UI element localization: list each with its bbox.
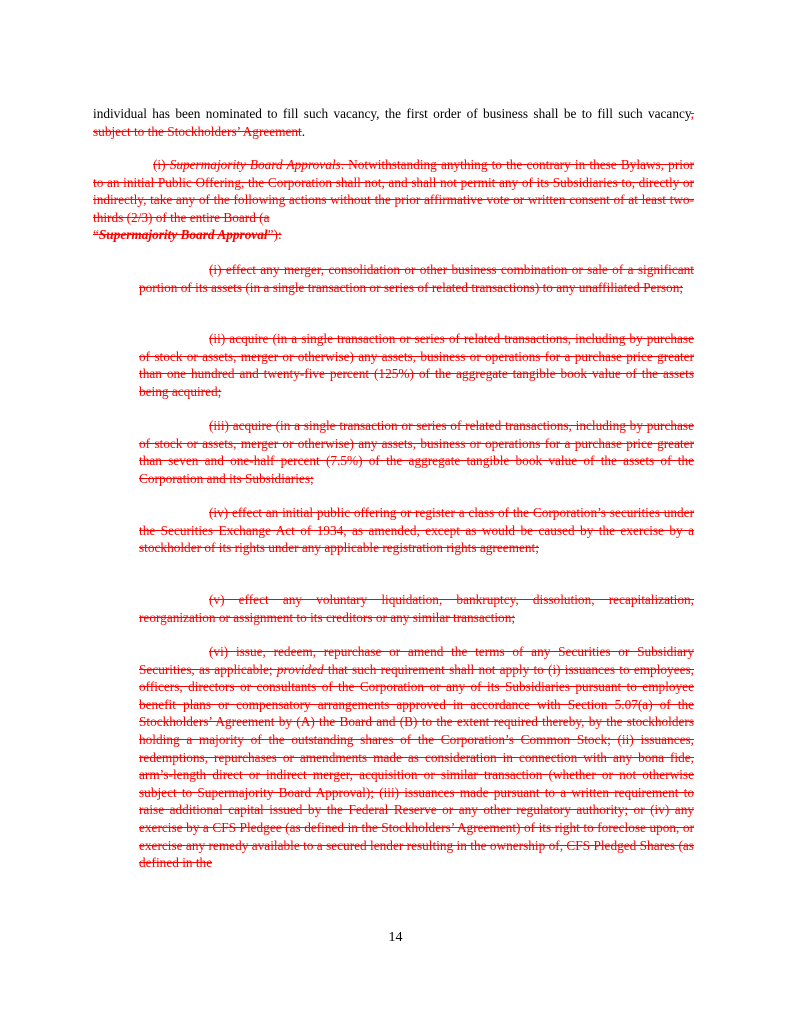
- paragraph-vacancy: [93, 105, 694, 140]
- list-item-text: (iv) effect an initial public offering or register a class of the Corporation’s securities under the Securities Exchange Act of 1934, as amended, except as would be caused by the exercise by a stockholder of its rights under any applicable registration rights agreement;: [139, 505, 694, 556]
- list-item-iii: [139, 417, 694, 487]
- section-body-end: ):: [273, 227, 282, 243]
- list-item-text-cont: that such requirement shall not apply to (i) issuances to employees, officers, directors or consultants of the Corporation or any of its Subsidiaries pursuant to employee benefit plans or compensatory arrangements approved in accordance with Section 5.07(a) of the Stockholders’ Agreement by (A) the Board and (B) to the extent required thereby, by the stockholders holding a majority of the outstanding shares of the Corporation’s Common Stock; (ii) issuances, redemptions, repurchases or amendments made as consideration in connection with any bona fide, arm’s-length direct or indirect merger, acquisition or similar transaction (whether or not otherwise subject to Supermajority Board Approval); (iii) issuances made pursuant to a written requirement to raise additional capital issued by the Federal Reserve or any other regulatory authority; or (iv) any exercise by a CFS Pledgee (as defined in the Stockholders’ Agreement) of its right to foreclose upon, or exercise any remedy available to a secured lender resulting in the ownership of, CFS Pledged Shares (as defined in the: [139, 661, 695, 871]
- paragraph-supermajority: [93, 156, 694, 244]
- list-item-v: [139, 591, 694, 626]
- defined-term-quote-open: “: [93, 227, 99, 243]
- kept-text-end: .: [301, 123, 306, 139]
- page-number: 14: [388, 930, 403, 945]
- list-item-text: (i) effect any merger, consolidation or other business combination or sale of a significant portion of its assets (in a single transaction or series of related transactions) to any unaffiliated Person;: [139, 262, 694, 295]
- list-item-text: (vi) issue, redeem, repurchase or amend the terms of any Securities or Subsidiary Securities, as applicable;: [139, 644, 694, 677]
- list-item-iv: [139, 504, 694, 557]
- list-item-text: (v) effect any voluntary liquidation, bankruptcy, dissolution, recapitalization, reorganization or assignment to its creditors or any similar transaction;: [139, 592, 694, 625]
- defined-term: Supermajority Board Approval: [98, 227, 268, 243]
- defined-term-quote-close: ”: [267, 227, 274, 243]
- list-item-text: (ii) acquire (in a single transaction or series of related transactions, including by purchase of stock or assets, merger or otherwise) any assets, business or operations for a purchase price greater than one hundred and twenty-five percent (125%) of the aggregate tangible book value of the assets being acquired;: [139, 331, 694, 399]
- deleted-text: , subject to the Stockholders’ Agreement: [93, 106, 694, 139]
- list-item-i: [139, 261, 694, 296]
- section-body: . Notwithstanding anything to the contrary in these Bylaws, prior to an initial Public Offering, the Corporation shall not, and shall not permit any of its Subsidiaries to, directly or indirectly, take any of the following actions without the prior affirmative vote or written consent of at least two-thirds (2/3) of the entire Board (a: [93, 157, 695, 225]
- list-item-vi: [139, 643, 694, 872]
- section-number: (i): [153, 157, 170, 172]
- section-heading: Supermajority Board Approvals: [169, 157, 341, 172]
- list-item-ii: [139, 330, 694, 400]
- list-item-provided: provided: [276, 661, 324, 677]
- kept-text: individual has been nominated to fill such vacancy, the first order of business shall be to fill such vacancy: [93, 106, 691, 121]
- list-item-text: (iii) acquire (in a single transaction or series of related transactions, including by purchase of stock or assets, merger or otherwise) any assets, business or operations for a purchase price greater than seven and one-half percent (7.5%) of the aggregate tangible book value of the assets of the Corporation and its Subsidiaries;: [139, 418, 694, 486]
